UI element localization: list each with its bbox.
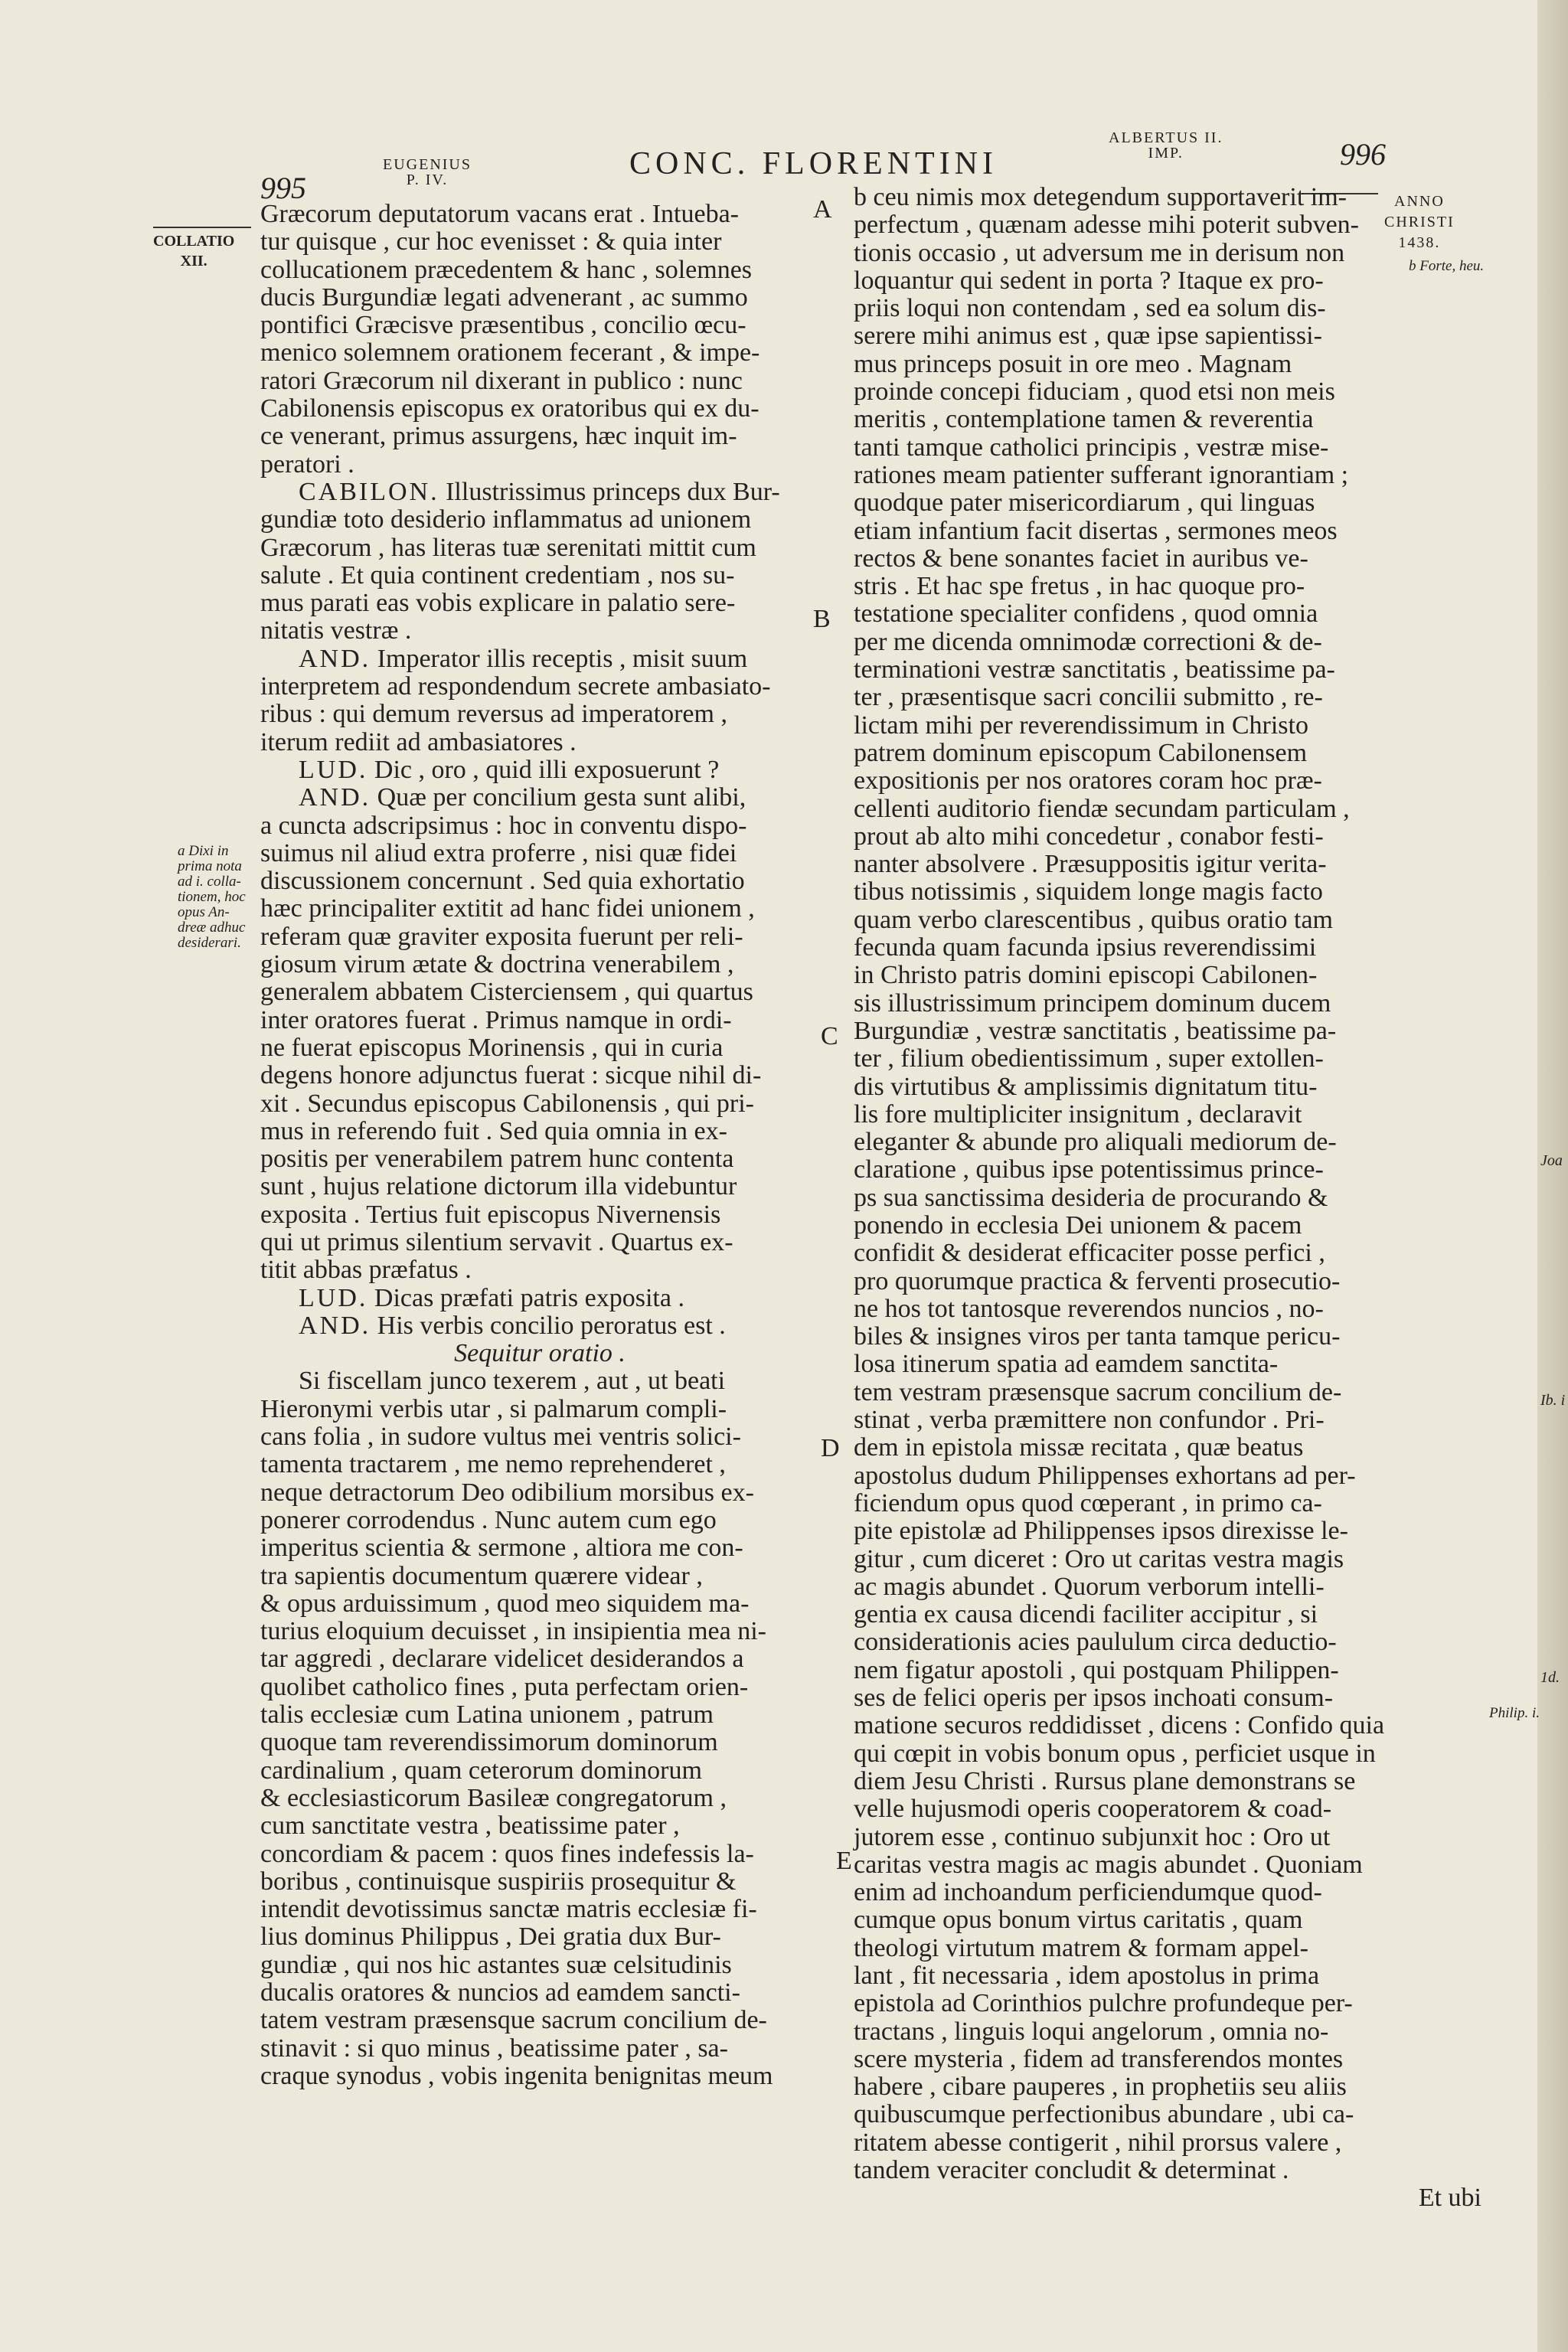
section-letter-d: D	[821, 1434, 840, 1462]
speaker: AND.	[299, 783, 371, 812]
speaker: AND.	[299, 644, 371, 673]
paragraph: Si fiscellam junco texerem , aut , ut beati Hieronymi verbis utar , si palmarum compli- cans folia , in sudore vultus mei ventris solici- tamenta tractarem , me nemo reprehenderet , neque detractorum Deo odibilium morsibus ex- ponerer corrodendus . Nunc autem cum ego imperitus scientia & sermone , altiora me con- tra sapientis documentum quærere videar , & opus arduissimum , quod meo siquidem ma- turius eloquium decuisset , in insipientia mea ni- tar aggredi , declarare videlicet desiderandos a quolibet catholico fines , puta perfectam orien- talis ecclesiæ cum Latina unionem , patrum quoque tam reverendissimorum dominorum cardinalium , quam ceterorum dominorum & ecclesiasticorum Basileæ congregatorum , cum sanctitate vestra , beatissime pater , concordiam & pacem : quos fines indefessis la- boribus , continuisque suspiriis prosequitur & intendit devotissimus sanctæ matris ecclesiæ fi- lius dominus Philippus , Dei gratia dux Bur- gundiæ , qui nos hic astantes suæ celsitudinis ducalis oratores & nuncios ad eamdem sancti- tatem vestram præsensque sacrum concilium de- stinavit : si quo minus , beatissime pater , sa- craque synodus , vobis ingenita benignitas meum	[260, 1367, 773, 2090]
paragraph	[260, 756, 819, 784]
paragraph: b ceu nimis mox detegendum supportaverit im- perfectum , quænam adesse mihi poterit subven- tionis occasio , ut adversum me in derisum non loquantur qui sedent in porta ? Itaque ex pro- priis loqui non contendam , sed ea solum dis- serere mihi animus est , quæ ipse sapientissi- mus princeps posuit in ore meo . Magnam proinde concepi fiduciam , quod etsi non meis meritis , contemplatione tamen & reverentia tanti tamque catholici principis , vestræ mise- rationes meam patienter sufferant ignorantiam ; quodque pater misericordiarum , qui linguas etiam infantium facit disertas , sermones meos rectos & bene sonantes faciet in auribus ve- stris . Et hac spe fretus , in hac quoque pro- testatione specialiter confidens , quod omnia per me dicenda omnimodæ correctioni & de- terminationi vestræ sanctitatis , beatissime pa- ter , præsentisque sacri concilii submitto , re- lictam mihi per reverendissimum in Christo patrem dominum episcopum Cabilonensem expositionis per nos oratores coram hoc præ- cellenti auditorio fiendæ secundam particulam , prout ab alto mihi concedetur , conabor festi- nanter absolvere . Præsuppositis igitur verita- tibus notissimis , siquidem longe magis facto quam verbo clarescentibus , quibus oratio tam fecunda quam facunda ipsius reverendissimi in Christo patris domini episcopi Cabilonen- sis illustrissimum principem dominum ducem Burgundiæ , vestræ sanctitatis , beatissime pa- ter , filium obedientissimum , super extollen- dis virtutibus & amplissimis dignitatum titu- lis fore multipliciter insignitum , declaravit eleganter & abunde pro aliquali mediorum de- claratione , quibus ipse potentissimus prince- ps sua sanctissima desideria de procurando & ponendo in ecclesia Dei unionem & pacem confidit & desiderat efficaciter posse perfici , pro quorumque practica & ferventi prosecutio- ne hos tot tantosque reverendos nuncios , no- biles & insignes viros per tanta tamque pericu- losa itinerum spatia ad eamdem sanctita- tem vestram præsensque sacrum concilium de- stinat , verba præmittere non confundor . Pri- dem in epistola missæ recitata , quæ beatus apostolus dudum Philippenses exhortans ad per- ficiendum opus quod cœperant , in primo ca- pite epistolæ ad Philippenses ipsos direxisse le- gitur , cum diceret : Oro ut caritas vestra magis ac magis abundet . Quorum verborum intelli- gentia ex causa dicendi faciliter accipitur , si considerationis acies paululum circa deductio- nem figatur apostoli , qui postquam Philippen- ses de felici operis per ipsos inchoati consum- matione securos reddidisset , dicens : Confido quia qui cœpit in vobis bonum opus , perficiet usque in diem Jesu Christi . Rursus plane demonstrans se velle hujusmodi operis cooperatorem & coad- jutorem esse , continuo subjunxit hoc : Oro ut caritas vestra magis ac magis abundet . Quoniam enim ad inchoandum perficiendumque quod- cumque opus bonum virtus caritatis , quam theologi virtutum matrem & formam appel- lant , fit necessaria , idem apostolus in prima epistola ad Corinthios pulchre profundeque per- tractans , linguis loqui angelorum , omnia no- scere mysteria , fidem ad transferendos montes habere , cibare pauperes , in prophetiis seu aliis quibuscumque perfectionibus abundare , ubi ca- ritatem abesse contigerit , nihil prorsus valere , tandem veraciter concludit & determinat .	[854, 183, 1385, 2185]
header-emperor: ALBERTUS II. IMP.	[1109, 129, 1223, 162]
margin-note-a: a Dixi in prima nota ad i. colla- tionem, hoc opus An- dreæ adhuc desiderari.	[178, 843, 246, 951]
header-pope: EUGENIUS P. IV.	[383, 156, 472, 188]
page-right-edge	[1537, 0, 1568, 2352]
paragraph	[260, 784, 819, 1284]
section-letter-a: A	[813, 195, 832, 224]
margin-philip: Philip. i.	[1489, 1705, 1540, 1721]
right-column	[854, 184, 1504, 2213]
margin-anno: ANNO CHRISTI 1438.	[1384, 193, 1455, 251]
margin-note-b: b Forte, heu.	[1409, 258, 1485, 274]
margin-rule	[153, 227, 251, 228]
paragraph	[260, 1312, 819, 1340]
left-column	[260, 201, 819, 2090]
paragraph	[260, 1285, 819, 1312]
margin-cutoff-2: Ib. i	[1540, 1392, 1566, 1409]
page-number-left: 995	[260, 171, 306, 205]
paragraph: Græcorum deputatorum vacans erat . Intueba- tur quisque , cur hoc evenisset : & quia inter collucationem præcedentem & hanc , solemnes ducis Burgundiæ legati advenerant , ac summo pontifici Græcisve præsentibus , concilio œcu- menico solemnem orationem fecerant , & impe- ratori Græcorum nil dixerant in publico : nunc Cabilonensis episcopus ex oratoribus qui ex du- ce venerant, primus assurgens, hæc inquit im- peratori .	[260, 200, 760, 479]
margin-cutoff-1: Joa	[1540, 1152, 1563, 1169]
paragraph	[260, 645, 819, 756]
section-letter-c: C	[821, 1022, 838, 1050]
speaker: CABILON.	[299, 477, 439, 506]
section-heading: Sequitur oratio .	[454, 1339, 626, 1368]
speaker: AND.	[299, 1311, 371, 1340]
speaker: LUD.	[299, 1283, 368, 1312]
paragraph	[260, 479, 819, 645]
paragraph-text: Imperator illis receptis , misit suum interpretem ad respondendum secrete ambasiato- ribus : qui demum reversus ad imperatorem , iterum rediit ad ambasiatores .	[260, 644, 771, 756]
section-letter-e: E	[836, 1847, 852, 1875]
margin-collatio: COLLATIO XII.	[153, 233, 235, 270]
paragraph-text: Dic , oro , quid illi exposuerunt ?	[374, 755, 720, 784]
paragraph-text: His verbis concilio peroratus est .	[377, 1311, 726, 1340]
paragraph-text: Dicas præfati patris exposita .	[374, 1283, 684, 1312]
paragraph-text: Quæ per concilium gesta sunt alibi, a cuncta adscripsimus : hoc in conventu dispo- suimus nil aliud extra proferre , nisi quæ fidei discussionem concernunt . Sed quia exhortatio hæc principaliter extitit ad hanc fidei unionem , referam quæ graviter exposita fuerunt per reli- giosum virum ætate & doctrina venerabilem , generalem abbatem Cisterciensem , qui quartus inter oratores fuerat . Primus namque in ordi- ne fuerat episcopus Morinensis , qui in curia degens honore adjunctus fuerat : sicque nihil di- xit . Secundus episcopus Cabilonensis , qui pri- mus in referendo fuit . Sed quia omnia in ex- positis per venerabilem patrem hunc contenta sunt , hujus relatione dictorum illa videbuntur exposita . Tertius fuit episcopus Nivernensis qui ut primus silentium servavit . Quartus ex- titit abbas præfatus .	[260, 783, 762, 1285]
section-letter-b: B	[813, 605, 831, 633]
catchword: Et ubi	[1418, 2184, 1481, 2213]
margin-cutoff-3: 1d.	[1540, 1669, 1560, 1686]
speaker: LUD.	[299, 755, 368, 784]
page-number-right: 996	[1340, 137, 1386, 172]
paragraph-text: Illustrissimus princeps dux Bur- gundiæ toto desiderio inflammatus ad unionem Græcorum , has literas tuæ serenitati mittit cum salute . Et quia continent credentiam , nos su- mus parati eas vobis explicare in palatio sere- nitatis vestræ .	[260, 477, 780, 645]
header-title: CONC. FLORENTINI	[629, 146, 998, 181]
